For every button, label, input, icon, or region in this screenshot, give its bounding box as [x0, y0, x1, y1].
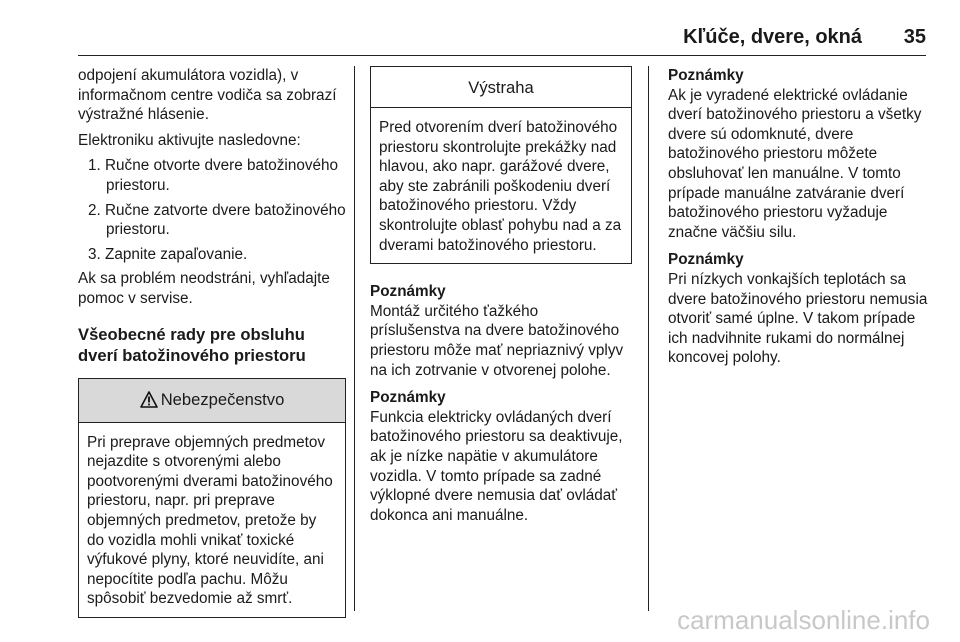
- column-left: [78, 66, 346, 618]
- warning-box: [370, 66, 632, 264]
- column-right: [668, 66, 930, 376]
- danger-box-header: [79, 379, 345, 423]
- chapter-title: Kľúče, dvere, okná: [683, 26, 862, 48]
- warning-box-body: Pred otvorením dverí batožinového priestoru skontrolujte prekážky nad hlavou, ako napr. garážové dvere, aby ste zabránili poškodeniu dverí batožinového priestoru. Vždy skontrolujte oblasť pohybu nad a za dverami batožinového priestoru.: [379, 119, 622, 254]
- watermark: carmanualsonline.info: [677, 605, 930, 635]
- note-title: Poznámky: [668, 67, 744, 84]
- activation-lead: Elektroniku aktivujte nasledovne:: [78, 131, 301, 149]
- note: [668, 66, 930, 242]
- column-middle: [370, 66, 632, 533]
- note-text: Funkcia elektricky ovládaných dverí batožinového priestoru sa deaktivuje, ak je nízke napätie v akumulátore vozidla. V tomto prípade sa zadné výklopné dvere nemusia dať ovládať dokonca ani manuálne.: [370, 408, 623, 524]
- warning-triangle-icon: [140, 391, 158, 413]
- danger-box-body: Pri preprave objemných predmetov nejazdite s otvorenými alebo pootvorenými dverami batožinového priestoru, napr. pri preprave objemných predmetov, pretože by do vozidla mohli vnikať toxické výfukové plyny, ktoré neuvidíte, ani nepocítite podľa pachu. Môžu spôsobiť bezvedomie až smrť.: [87, 433, 333, 608]
- note-text: Pri nízkych vonkajších teplotách sa dvere batožinového priestoru nemusia otvoriť samé úplne. V takom prípade ich nadvihnite rukami do normálnej koncovej polohy.: [668, 270, 928, 367]
- page-header: [0, 26, 960, 50]
- warning-box-title: Výstraha: [371, 67, 631, 108]
- list-item: 2. Ručne zatvorte dvere batožinového priestoru.: [88, 201, 346, 239]
- header-rule: [78, 55, 926, 56]
- note: [668, 250, 930, 368]
- note-title: Poznámky: [668, 251, 744, 269]
- list-item: 3. Zapnite zapaľovanie.: [88, 245, 248, 263]
- note-title: Poznámky: [370, 283, 446, 301]
- page-number: 35: [903, 26, 926, 48]
- note-text: Montáž určitého ťažkého príslušenstva na dvere batožinového priestoru môže mať nepriaznivý vplyv na ich zotrvanie v otvorenej polohe.: [370, 302, 624, 379]
- danger-box: [78, 378, 346, 618]
- column-divider: [354, 66, 355, 611]
- service-note: Ak sa problém neodstráni, vyhľadajte pomoc v servise.: [78, 270, 330, 307]
- note-title: Poznámky: [370, 389, 446, 407]
- note: [370, 282, 632, 380]
- section-heading: Všeobecné rady pre obsluhu dverí batožinového priestoru: [78, 324, 306, 365]
- column-divider: [648, 66, 649, 611]
- list-item: 1. Ručne otvorte dvere batožinového priestoru.: [88, 157, 339, 194]
- intro-text: odpojení akumulátora vozidla), v informačnom centre vodiča sa zobrazí výstražné hlásenie.: [78, 67, 337, 124]
- note-text: Ak je vyradené elektrické ovládanie dverí batožinového priestoru a všetky dvere sú odomknuté, dvere batožinového priestoru môžete obsluhovať len manuálne. V tomto prípade manuálne zatváranie dverí batožinového priestoru vyžaduje značne väčšiu silu.: [668, 86, 922, 241]
- activation-steps: [78, 156, 346, 264]
- note: [370, 388, 632, 525]
- danger-box-title: Nebezpečenstvo: [160, 389, 285, 409]
